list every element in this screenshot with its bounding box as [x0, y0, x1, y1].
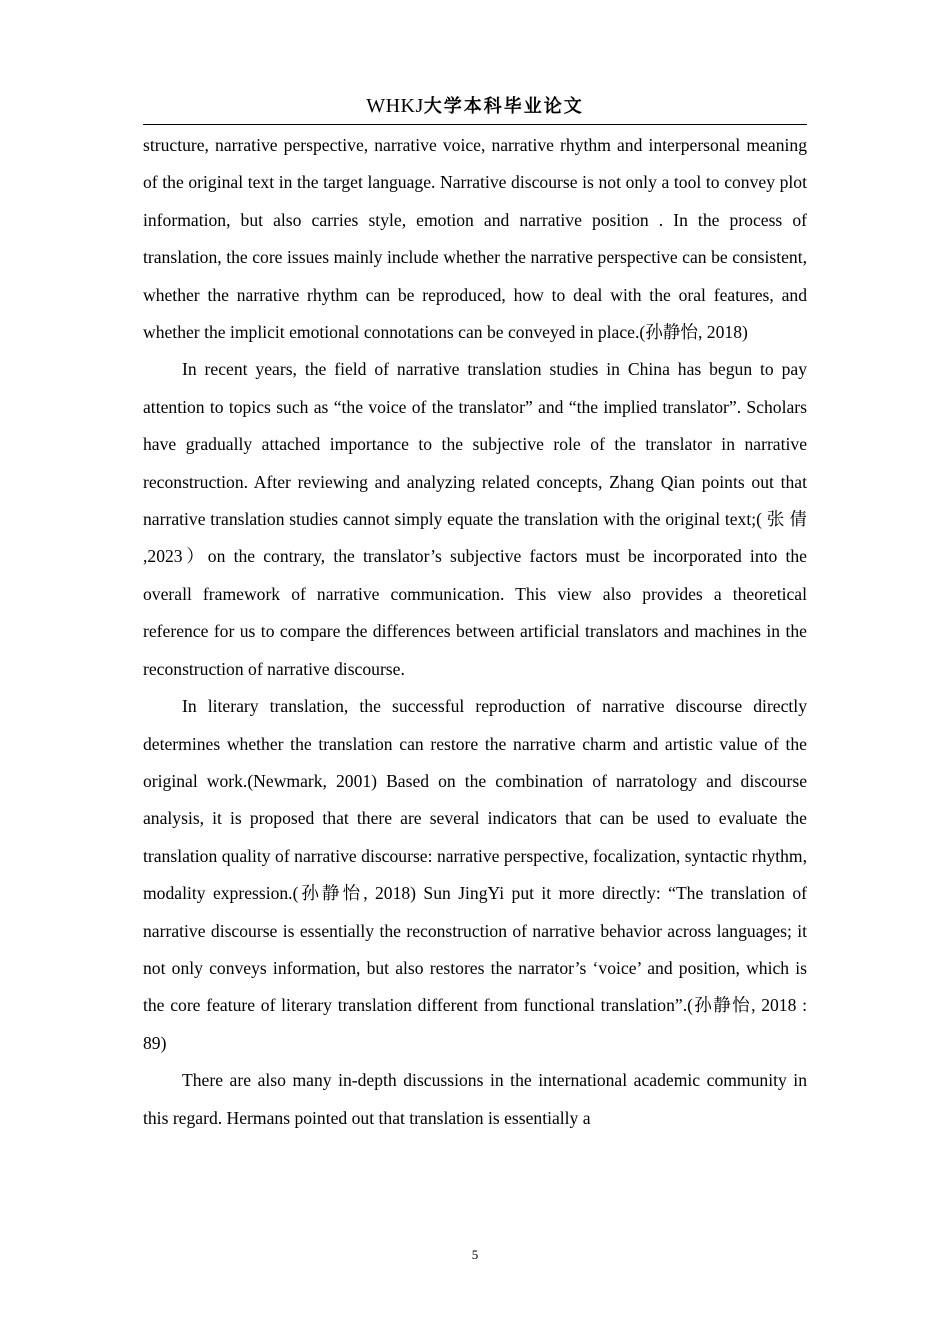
paragraph-1: structure, narrative perspective, narrative voice, narrative rhythm and interpersonal meaning of the original text in the target language. Narrative discourse is not only a tool to convey plot information, but also carries style, emotion and narrative position . In the process of translation, the core issues mainly include whether the narrative perspective can be consistent, whether the narrative rhythm can be reproduced, how to deal with the oral features, and whether the implicit emotional connotations can be conveyed in place.(孙静怡, 2018) — [143, 135, 807, 343]
running-header — [0, 92, 950, 118]
header-rule — [143, 124, 807, 125]
header-latin: WHKJ — [366, 95, 424, 117]
paragraph-4: There are also many in-depth discussions in the international academic community in this regard. Hermans pointed out that translation is essentially a — [143, 1070, 807, 1128]
paragraph-3: In literary translation, the successful reproduction of narrative discourse directly determines whether the translation can restore the narrative charm and artistic value of the original work.(Newmark, 2001) Based on the combination of narratology and discourse analysis, it is proposed that there are several indicators that can be used to evaluate the translation quality of narrative discourse: narrative perspective, focalization, syntactic rhythm, modality expression.(孙静怡, 2018) Sun JingYi put it more directly: “The translation of narrative discourse is essentially the reconstruction of narrative behavior across languages; it not only conveys information, but also restores the narrator’s ‘voice’ and position, which is the core feature of literary translation different from functional translation”.(孙静怡, 2018 : 89) — [143, 696, 807, 1053]
body-text — [143, 127, 807, 1137]
header-cjk: 大学本科毕业论文 — [423, 96, 584, 117]
paragraph-2: In recent years, the field of narrative translation studies in China has begun to pay attention to topics such as “the voice of the translator” and “the implied translator”. Scholars have gradually attached importance to the subjective role of the translator in narrative reconstruction. After reviewing and analyzing related concepts, Zhang Qian points out that narrative translation studies cannot simply equate the translation with the original text;( 张 倩 ,2023）on the contrary, the translator’s subjective factors must be incorporated into the overall framework of narrative communication. This view also provides a theoretical reference for us to compare the differences between artificial translators and machines in the reconstruction of narrative discourse. — [143, 359, 807, 679]
page-number: 5 — [471, 1247, 479, 1262]
